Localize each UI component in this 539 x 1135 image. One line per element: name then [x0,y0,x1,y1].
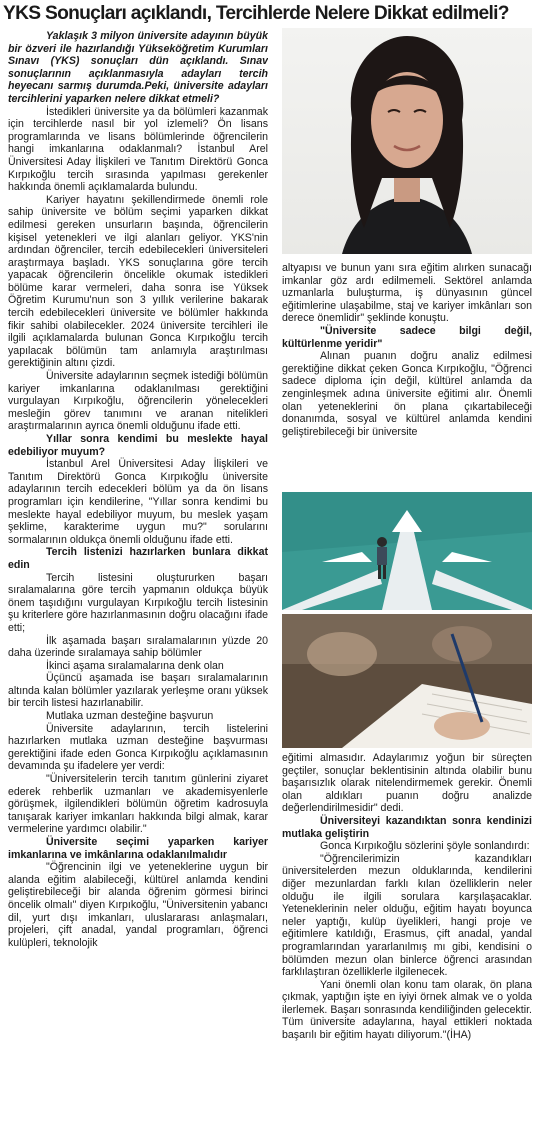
paragraph: Üçüncü aşamada ise başarı sıralamalarının altında kalan bölümler yazılarak yerleşme oranı yüksek bir tercih listesi hazırlanabilir. [8,672,268,710]
portrait-illustration [282,28,532,254]
paragraph: "Öğrencilerimizin kazandıkları üniversitelerden mezun olduklarında, kendilerini diğer mezunlardan farklı kılan özelliklerin neler olduğu ile ilgili sorulara karşılaşacaklar. Yeteneklerinin neler olduğu, eğitim hayatı boyunca neler yaptığı, kulüp üyelikleri, hangi proje ve eğitimlere katıldığı, Erasmus, çift anadal, yandal programlarından yararlanılmış mı gibi, kendisini o bölümden mezun olan binlerce öğrenci arasından farklılaştıran özelliklerle ilgilenecek. [282,852,532,979]
article-column-left [8,30,268,1130]
exam-hall-illustration [282,614,532,748]
paragraph: Tercih listesini oluştururken başarı sıralamalarına göre tercih yapmanın oldukça büyük önem taşıdığını vurgulayan Kırpıkoğlu tercih listesinin şu kriterlere göre hazırlanmasının doğru olacağını ifade etti; [8,571,268,634]
paragraph: İlk aşamada başarı sıralamalarının yüzde 20 daha üzerinde sıralamaya sahip bölümler [8,634,268,660]
paragraph: Yani önemli olan konu tam olarak, ön plana çıkmak, yaptığın işte en iyiyi örnek almak ve o yolda ilerlemek. Başarı sonrasında kendiliğinden gelecektir. Tüm üniversite adaylarına, hayal ettikleri noktada başarılı bir eğitim hayatı diliyorum."(İHA) [282,978,532,1042]
article-column-right-top [282,262,532,484]
paragraph: Üniversite adaylarının, tercih listelerini hazırlarken mutlaka uzman desteğine başvurması gerektiğini ifade eden Gonca Kırpıkoğlu açıklamasının devamında şu ifadelere yer verdi: [8,722,268,773]
article-headline: YKS Sonuçları açıklandı, Tercihlerde Nelere Dikkat edilmeli? [3,3,509,24]
paragraph: Alınan puanın doğru analiz edilmesi gerektiğine dikkat çeken Gonca Kırpıkoğlu, "Öğrenci sadece diploma için değil, kültürel anlamda da zenginleşmek adına üniversite eğitimi alır. Önemli olan yeteneklerini ön plana çıkartabileceği donanımda, sosyal ve kültürel anlamda kendini geliştirebileceği bir üniversite [282,350,532,438]
paragraph: İstedikleri üniversite ya da bölümleri kazanmak için tercihlerde nasıl bir yol izlemeli? Ön lisans programlarında ve lisans bölümlerinde öğrencilerin hangi imkanlarına odaklanmalı? İstanbul Arel Üniversitesi Aday İlişkileri ve Tanıtım Direktörü Gonca Kırpıkoğlu tercih sırasında yapılması gerekenler hakkında önemli açıklamalarda bulundu. [8,105,268,194]
section-heading: Yıllar sonra kendimi bu meslekte hayal edebiliyor muyum? [8,433,268,458]
section-heading: Üniversiteyi kazandıktan sonra kendinizi mutlaka geliştirin [282,814,532,840]
paragraph: İstanbul Arel Üniversitesi Aday İlişkileri ve Tanıtım Direktörü Gonca Kırpıkoğlu üniversite adaylarının tercih edecekleri bölüm ya da ön lisans programları için kendilerine, "Yıllar sonra kendimi bu meslekte hayal edebiliyor muyum, bu meslek yaşam şeklime, karakterime uygun mu?" sorularını sormalarının oldukça önemli olduğunu ifade etti. [8,458,268,546]
section-heading: Üniversite seçimi yaparken kariyer imkanlarına ve imkânlarına odaklanılmalıdır [8,836,268,861]
exam-hall-image [282,614,532,748]
paragraph: "Öğrencinin ilgi ve yeteneklerine uygun bir alanda eğitim alabileceği, kültürel anlamda kendini geliştirebileceği bir alanda öğrenim görmesi birinci öncelik olmalı" diyen Kırpıkoğlu, "Üniversitenin yabancı dil, yurt dışı imkanları, uluslararası anlaşmaları, projeleri, çift anadal, yandal programları, öğrenci kulüpleri, teknolojik [8,861,268,949]
paragraph: "Üniversitelerin tercih tanıtım günlerini ziyaret ederek rehberlik uzmanları ve akademisyenlerle görüşmek, ilgilendikleri bölümün öğretim kadrosuyla tanışarak kariyer imkanları hakkında bilgi almak, karar vermelerine yardımcı olabilir." [8,773,268,836]
paragraph: Kariyer hayatını şekillendirmede önemli role sahip üniversite ve bölüm seçimi yaparken dikkat edilmesi gereken unsurların başında, öğrencilerin kişisel yetenekleri ve ilgi alanları geliyor. YKS'nin ardından öğrenciler, tercih edebilecekleri üniversiteleri araştırmaya başladı. YKS sonuçlarına göre tercih yapacak öğrencilerin öncelikle okumak istedikleri bölüme karar vermeleri, daha sonra ise Yüksek Öğretim Kurumu'nun son 3 yıllık verilerine bakarak tercih edebilecekleri üniversite ve bölümler hakkında fikir sahibi olabilecekler. 2024 üniversite tercihleri ile ilgili açıklamalarda bulunan Gonca Kırpıkoğlu tercih yapılacak bölümün tam anlamıyla araştırılması gerektiğinin altını çizdi. [8,193,268,370]
road-arrows-image [282,492,532,610]
portrait-photo [282,28,532,254]
section-heading: "Üniversite sadece bilgi değil, kültürlenme yeridir" [282,324,532,350]
section-heading: Tercih listenizi hazırlarken bunlara dikkat edin [8,546,268,571]
paragraph: altyapısı ve bunun yanı sıra eğitim alırken sunacağı imkanlar göz ardı edilmemeli. Sektörel anlamda uzmanlarla buluşturma, iş dünyasının güncel eğitimlerine ulaşabilme, staj ve kariyer imkânları son derece önemlidir" şeklinde konuştu. [282,262,532,325]
article-lead: Yaklaşık 3 milyon üniversite adayının büyük bir özveri ile hazırlandığı Yükseköğretim Kurumları Sınavı (YKS) sonuçları dün açıklandı. Sınav sonuçlarının açıklanmasıyla adayları tercih heyecanı sarmış durumda.Peki, üniversite adayları tercihlerini yaparken nelere dikkat etmeli? [8,30,268,105]
paragraph: Gonca Kırpıkoğlu sözlerini şöyle sonlandırdı: [320,840,530,853]
paragraph: eğitimi almasıdır. Adaylarımız yoğun bir süreçten geçtiler, sonuçlar beklentisinin altında olabilir bunu başarısızlık olarak nitelendirmemek gerekir. Önemli olan aldıkları puanın doğru analizde değerlendirilmesidir" dedi. [282,752,532,815]
article-column-right-bottom [282,752,532,1132]
paragraph: İkinci aşama sıralamalarına denk olan [46,659,224,672]
road-arrows-illustration [282,492,532,610]
paragraph: Üniversite adaylarının seçmek istediği bölümün kariyer imkanlarına odaklanılması gerektiğini vurgulayan Kırpıkoğlu, öğrencilerin yönelecekleri mesleğin görev tanımını ve aranan nitelikleri araştırmalarının ayrıca önemli olduğunu ifade etti. [8,370,268,433]
paragraph: Mutlaka uzman desteğine başvurun [46,710,214,723]
